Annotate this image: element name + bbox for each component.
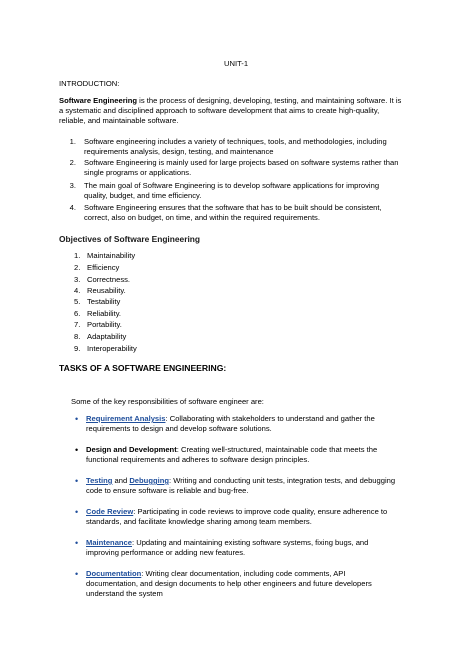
testing-link[interactable]: Testing bbox=[86, 476, 113, 485]
list-number: 8. bbox=[74, 332, 81, 341]
bullet-icon: • bbox=[75, 507, 79, 517]
list-number: 1. bbox=[74, 251, 81, 260]
bullet-icon: • bbox=[75, 569, 79, 579]
task-item: Maintenance: Updating and maintaining existing software systems, fixing bugs, and bbox=[86, 538, 369, 547]
list-number: 3. bbox=[74, 275, 81, 284]
intro-line-2: a systematic and disciplined approach to software development that aims to create high-quality, bbox=[59, 106, 380, 115]
objectives-heading: Objectives of Software Engineering bbox=[59, 234, 201, 244]
list-number: 2. bbox=[69, 158, 76, 167]
bullet-icon: • bbox=[75, 445, 79, 455]
list-item-text: single programs or applications. bbox=[84, 168, 192, 177]
list-number: 4. bbox=[69, 203, 76, 212]
objective-item: Efficiency bbox=[87, 263, 120, 272]
tasks-lead-text: Some of the key responsibilities of software engineer are: bbox=[71, 397, 264, 406]
list-item-text: requirements analysis, design, testing, and maintenance bbox=[84, 147, 274, 156]
objective-item: Correctness. bbox=[87, 275, 131, 284]
task-item-line: code to ensure software is reliable and bug-free. bbox=[86, 486, 249, 495]
list-item-text: Software engineering includes a variety of techniques, tools, and methodologies, including bbox=[84, 137, 387, 146]
debugging-link[interactable]: Debugging bbox=[129, 476, 169, 485]
objective-item: Adaptability bbox=[87, 332, 127, 341]
list-number: 9. bbox=[74, 344, 81, 353]
task-item: Documentation: Writing clear documentation, including code comments, API bbox=[86, 569, 346, 578]
tasks-heading: TASKS OF A SOFTWARE ENGINEERING: bbox=[59, 363, 227, 373]
objective-item: Interoperability bbox=[87, 344, 137, 353]
list-number: 7. bbox=[74, 320, 81, 329]
objective-item: Maintainability bbox=[87, 251, 136, 260]
intro-line-1: Software Engineering is the process of designing, developing, testing, and maintaining software. It is bbox=[59, 96, 402, 105]
maintenance-link[interactable]: Maintenance bbox=[86, 538, 132, 547]
task-item-line: functional requirements and adheres to software design principles. bbox=[86, 455, 310, 464]
introduction-heading: INTRODUCTION: bbox=[59, 79, 120, 88]
list-item-text: correct, also on budget, on time, and within the required requirements. bbox=[84, 213, 320, 222]
task-item: Code Review: Participating in code reviews to improve code quality, ensure adherence to bbox=[86, 507, 388, 516]
intro-term: Software Engineering bbox=[59, 96, 138, 105]
list-number: 1. bbox=[69, 137, 76, 146]
list-number: 5. bbox=[74, 297, 81, 306]
task-item: Design and Development: Creating well-structured, maintainable code that meets the bbox=[86, 445, 378, 454]
documentation-link[interactable]: Documentation bbox=[86, 569, 142, 578]
bullet-icon: • bbox=[75, 414, 79, 424]
bullet-icon: • bbox=[75, 538, 79, 548]
list-item-text: quality, budget, and time efficiency. bbox=[84, 191, 202, 200]
objective-item: Reusability. bbox=[87, 286, 126, 295]
task-item: Testing and Debugging: Writing and conducting unit tests, integration tests, and debugging bbox=[86, 476, 396, 485]
objective-item: Testability bbox=[87, 297, 121, 306]
objective-item: Portability. bbox=[87, 320, 122, 329]
list-item-text: The main goal of Software Engineering is to develop software applications for improving bbox=[84, 181, 380, 190]
task-item-line: documentation, and design documents to help other engineers and future developers bbox=[86, 579, 372, 588]
bullet-icon: • bbox=[75, 476, 79, 486]
requirement-analysis-link[interactable]: Requirement Analysis bbox=[86, 414, 166, 423]
objective-item: Reliability. bbox=[87, 309, 122, 318]
task-item-line: understand the system bbox=[86, 589, 163, 598]
list-number: 3. bbox=[69, 181, 76, 190]
list-item-text: Software Engineering is mainly used for large projects based on software systems rather than bbox=[84, 158, 399, 167]
list-number: 4. bbox=[74, 286, 81, 295]
task-item-line: standards, and facilitate knowledge sharing among team members. bbox=[86, 517, 312, 526]
task-title: Design and Development bbox=[86, 445, 177, 454]
list-number: 2. bbox=[74, 263, 81, 272]
intro-line-3: reliable, and maintainable software. bbox=[59, 116, 179, 125]
task-item-line: improving performance or adding new features. bbox=[86, 548, 246, 557]
code-review-link[interactable]: Code Review bbox=[86, 507, 134, 516]
task-item: Requirement Analysis: Collaborating with stakeholders to understand and gather the bbox=[86, 414, 375, 423]
list-item-text: Software Engineering ensures that the software that has to be built should be consistent, bbox=[84, 203, 382, 212]
task-item-line: requirements to design and develop software solutions. bbox=[86, 424, 272, 433]
list-number: 6. bbox=[74, 309, 81, 318]
unit-title: UNIT-1 bbox=[224, 59, 249, 68]
